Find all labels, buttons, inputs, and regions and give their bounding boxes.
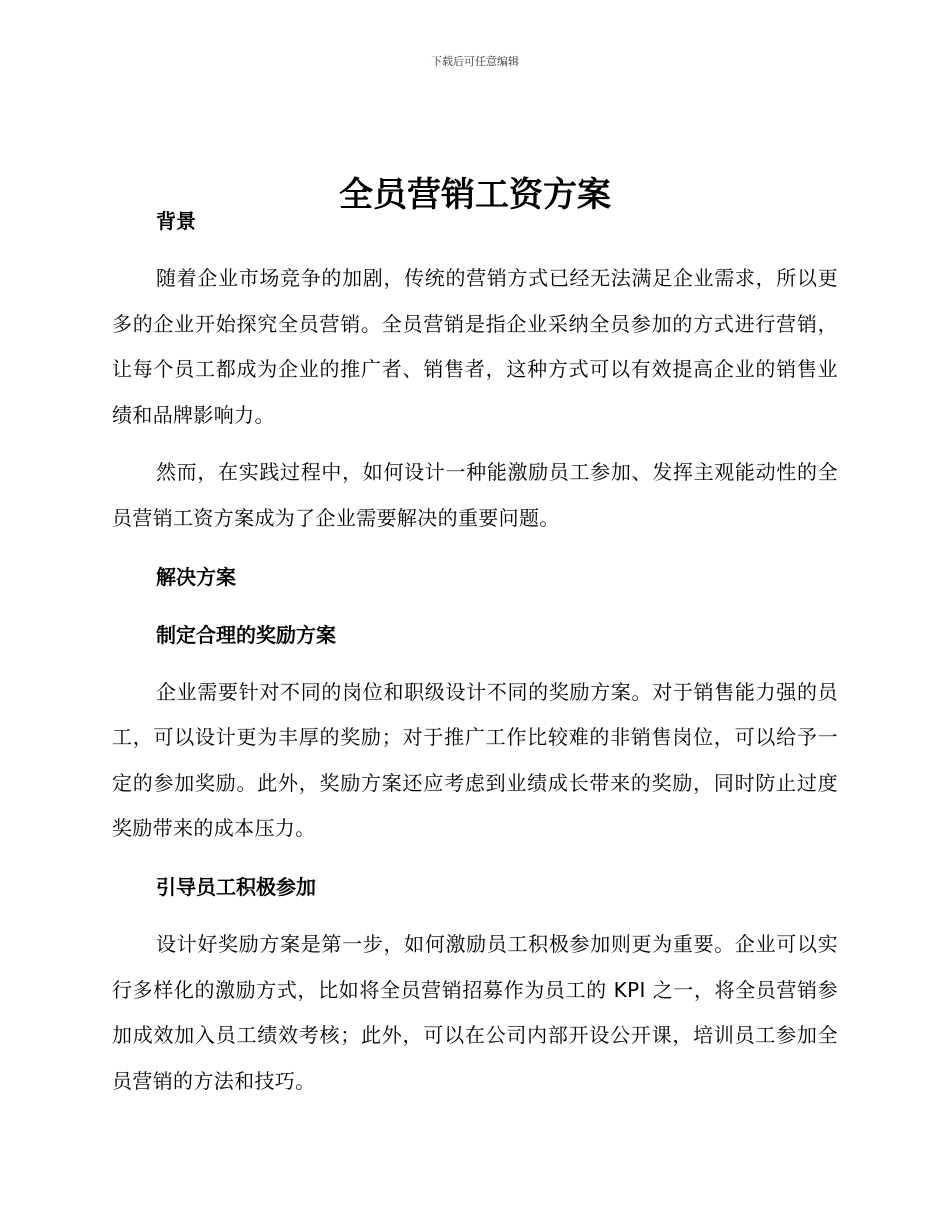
subheading-reward-plan: 制定合理的奖励方案 <box>156 622 336 647</box>
subheading-guide-participation: 引导员工积极参加 <box>156 874 316 899</box>
section-heading-solution: 解决方案 <box>156 564 236 589</box>
paragraph-background-1: 随着企业市场竞争的加剧，传统的营销方式已经无法满足企业需求，所以更多的企业开始探究全员营销。全员营销是指企业采纳全员参加的方式进行营销，让每个员工都成为企业的推广者、销售者，这种方式可以有效提高企业的销售业绩和品牌影响力。 <box>112 266 838 427</box>
paragraph-reward-plan: 企业需要针对不同的岗位和职级设计不同的奖励方案。对于销售能力强的员工，可以设计更为丰厚的奖励；对于推广工作比较难的非销售岗位，可以给予一定的参加奖励。此外，奖励方案还应考虑到业绩成长带来的奖励，同时防止过度奖励带来的成本压力。 <box>112 679 838 841</box>
paragraph-guide-participation: 设计好奖励方案是第一步，如何激励员工积极参加则更为重要。企业可以实行多样化的激励方式，比如将全员营销招募作为员工的 KPI 之一，将全员营销参加成效加入员工绩效考核；此外，可以在公司内部开设公开课，培训员工参加全员营销的方法和技巧。 <box>112 931 838 1093</box>
paragraph-background-2: 然而，在实践过程中，如何设计一种能激励员工参加、发挥主观能动性的全员营销工资方案成为了企业需要解决的重要问题。 <box>112 460 838 530</box>
document-title: 全员营销工资方案 <box>339 174 611 215</box>
page-header-note: 下载后可任意编辑 <box>431 55 519 68</box>
section-heading-background: 背景 <box>156 209 196 233</box>
document-body <box>112 198 838 1104</box>
